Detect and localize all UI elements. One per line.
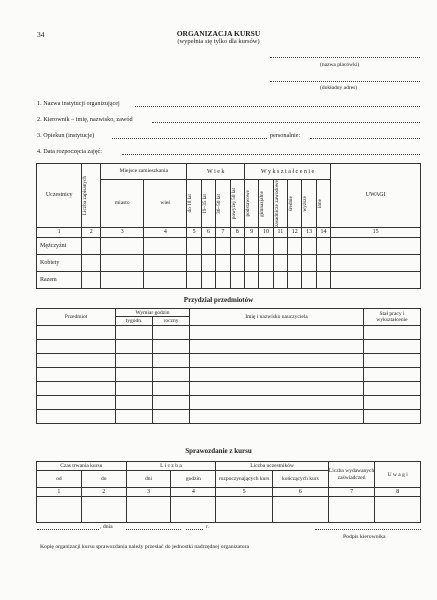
report-title: Sprawozdanie z kursu — [185, 447, 252, 455]
subject-header: Przedmiot — [37, 309, 116, 326]
participants-count-header: Liczba uczestników — [216, 462, 328, 471]
participants-header: Uczestnicy — [37, 164, 82, 228]
field-4-input[interactable] — [122, 154, 420, 155]
field-2-input[interactable] — [152, 122, 420, 123]
field-3-input[interactable] — [112, 138, 267, 139]
village-header: wieś — [144, 180, 187, 228]
subjects-title: Przydział przedmiotów — [183, 296, 254, 304]
table-row[interactable] — [37, 271, 421, 288]
enrolled-header: Liczba zapisanych — [82, 164, 101, 228]
field-3b-label: personalnie: — [270, 132, 301, 139]
address-field[interactable] — [270, 80, 420, 82]
page-title: ORGANIZACJA KURSU — [176, 29, 261, 38]
field-3b-input[interactable] — [310, 138, 420, 139]
table-row[interactable] — [37, 382, 421, 396]
row-label-women: Kobiety — [37, 254, 82, 271]
table-row[interactable] — [37, 368, 421, 382]
residence-header: Miejsce zamieszkania — [101, 164, 187, 180]
count-header: L i c z b a — [126, 462, 216, 471]
edu-col-3: zasadnicze zawodowe — [273, 180, 287, 228]
edu-col-4: średnie — [288, 180, 302, 228]
age-col-2: 19–35 lat — [201, 180, 215, 228]
education-header: W y k s z t a ł c e n i e — [244, 164, 330, 180]
age-col-4: powyżej 50 lat — [230, 180, 244, 228]
field-1-label: 1. Nazwa instytucji organizującej — [37, 100, 120, 107]
age-col-3: 36–50 lat — [216, 180, 230, 228]
column-numbers-row: 1 2 3 4 5 6 7 8 9 10 11 12 13 14 15 — [37, 227, 421, 237]
page-subtitle: (wypełnia się tylko dla kursów) — [177, 38, 260, 45]
footer-note: Kopię organizacji kursu sprawozdania należy przesłać do jednostki nadrzędnej organizatora — [40, 544, 250, 550]
field-4-label: 4. Data rozpoczęcia zajęć: — [37, 148, 102, 155]
table-row[interactable] — [37, 237, 421, 254]
row-label-men: Mężczyźni — [37, 237, 82, 254]
edu-col-5: wyższe — [302, 180, 316, 228]
report-notes-header: U w a g i — [375, 462, 421, 488]
report-numbers-row: 1 2 3 4 5 6 7 8 — [37, 488, 421, 497]
date-label: , dnia — [100, 524, 113, 530]
year-field[interactable] — [186, 529, 203, 530]
employment-header: Stał pracy i wykształcenie — [364, 309, 421, 326]
date-field[interactable] — [126, 529, 181, 530]
table-row[interactable] — [37, 254, 421, 271]
edu-col-6: inne — [316, 180, 330, 228]
field-1-input[interactable] — [135, 106, 420, 107]
finished-header: kończących kurs — [272, 471, 328, 488]
year-suffix: r. — [206, 524, 210, 530]
table-row[interactable] — [37, 340, 421, 354]
field-3-label: 3. Opiekun (instytucje) — [37, 132, 95, 139]
days-header: dni — [126, 471, 171, 488]
table-row[interactable] — [37, 410, 421, 424]
to-header: do — [81, 471, 126, 488]
notes-header: UWAGI — [331, 164, 421, 228]
table-row[interactable] — [37, 497, 421, 523]
signature-field[interactable] — [315, 529, 421, 530]
place-field[interactable] — [37, 529, 99, 530]
institution-name-field[interactable] — [270, 56, 420, 58]
edu-col-2: gimnazjalne — [259, 180, 273, 228]
report-table — [36, 461, 421, 523]
address-caption: (dokładny adres) — [320, 85, 358, 91]
yearly-header: roczny — [153, 317, 190, 326]
certificates-header: Liczba wydawanych zaświadczeń — [328, 462, 374, 488]
field-2-label: 2. Kierownik – imię, nazwisko, zawód — [37, 116, 133, 123]
age-header: W i e k — [187, 164, 245, 180]
row-label-total: Razem — [37, 271, 82, 288]
city-header: miasto — [101, 180, 144, 228]
age-col-1: do 18 lat — [187, 180, 201, 228]
subjects-table — [36, 308, 421, 424]
hours-header: Wymiar godzin — [116, 309, 190, 317]
participants-stats-table — [36, 163, 421, 289]
edu-col-1: podstawowe — [244, 180, 258, 228]
page-number: 34 — [37, 30, 45, 39]
table-row[interactable] — [37, 354, 421, 368]
teacher-header: Imię i nazwisko nauczyciela — [190, 309, 364, 326]
duration-header: Czas trwania kursu — [37, 462, 127, 471]
table-row[interactable] — [37, 326, 421, 340]
from-header: od — [37, 471, 82, 488]
started-header: rozpoczynających kurs — [216, 471, 272, 488]
signature-caption: Podpis kierownika — [343, 534, 386, 540]
weekly-header: tygodn. — [116, 317, 153, 326]
table-row[interactable] — [37, 396, 421, 410]
institution-caption: (nazwa placówki) — [320, 62, 360, 68]
report-hours-header: godzin — [171, 471, 216, 488]
